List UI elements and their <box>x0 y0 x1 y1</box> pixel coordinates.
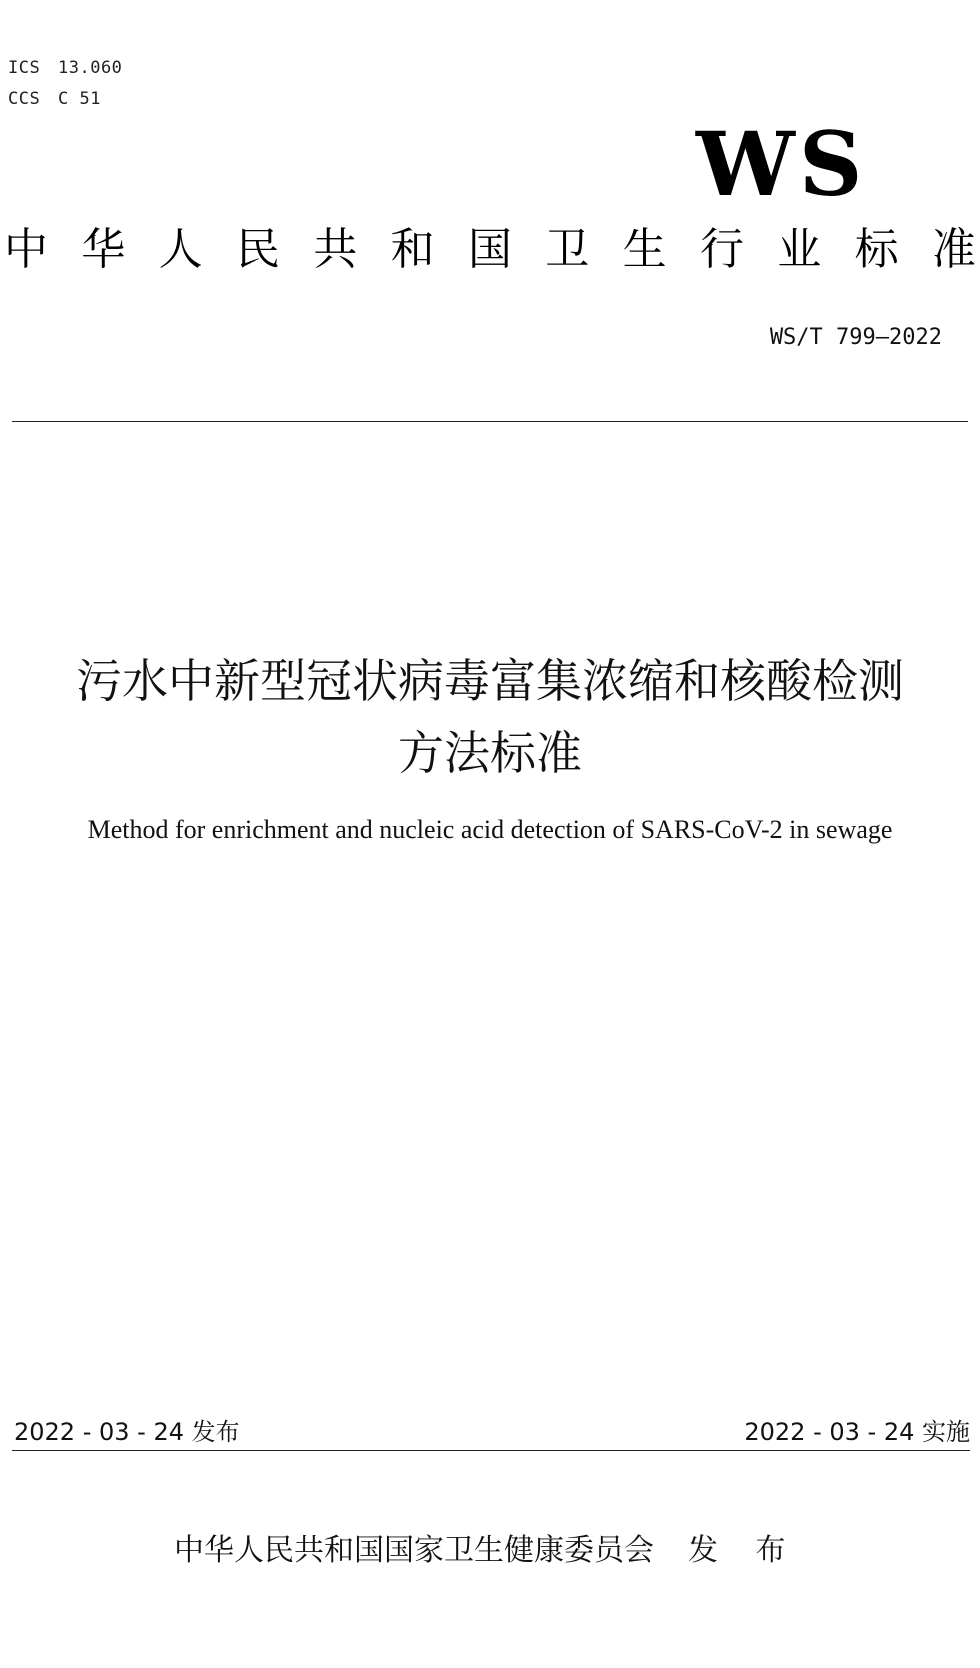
issuer-title-char: 共 <box>313 224 358 275</box>
issuer-title-char: 行 <box>699 224 744 275</box>
implement-date: 2022 - 03 - 24 实施 <box>744 1418 970 1446</box>
publish-date: 2022 - 03 - 24 发布 <box>14 1418 240 1446</box>
ics-label: ICS <box>8 58 41 78</box>
title-zh-line-1: 污水中新型冠状病毒富集浓缩和核酸检测 <box>76 654 904 708</box>
issuer-title-char: 生 <box>622 224 667 275</box>
issuer-title-char: 标 <box>854 224 899 275</box>
publisher-name: 中华人民共和国国家卫生健康委员会 <box>174 1533 654 1568</box>
issuer-title-char: 国 <box>467 224 512 275</box>
ccs-label: CCS <box>8 89 41 109</box>
standard-mark-logo: WS <box>696 112 867 216</box>
publish-word: 发 布 <box>688 1533 800 1568</box>
issuer-title-char: 华 <box>81 224 126 275</box>
header-divider <box>12 421 968 422</box>
issuer-title-char: 业 <box>777 224 822 275</box>
standard-number: WS/T 799—2022 <box>769 325 942 350</box>
ccs-code: C 51 <box>58 89 101 109</box>
ccs-line <box>8 89 101 109</box>
issuer-title <box>4 224 976 275</box>
ics-line <box>8 58 122 78</box>
issuer-title-char: 和 <box>390 224 435 275</box>
issuer-title-char: 中 <box>4 224 48 275</box>
issuer-title-char: 人 <box>158 224 203 275</box>
ics-code: 13.060 <box>58 58 123 78</box>
title-zh-line-2: 方法标准 <box>398 726 582 780</box>
document-title-zh <box>0 645 980 789</box>
footer-divider <box>12 1450 970 1451</box>
issuer-title-char: 卫 <box>545 224 590 275</box>
publisher-line <box>174 1525 800 1569</box>
document-title-en: Method for enrichment and nucleic acid detection of SARS-CoV-2 in sewage <box>87 815 893 844</box>
issuer-title-char: 准 <box>931 224 976 275</box>
issuer-title-char: 民 <box>235 224 280 275</box>
